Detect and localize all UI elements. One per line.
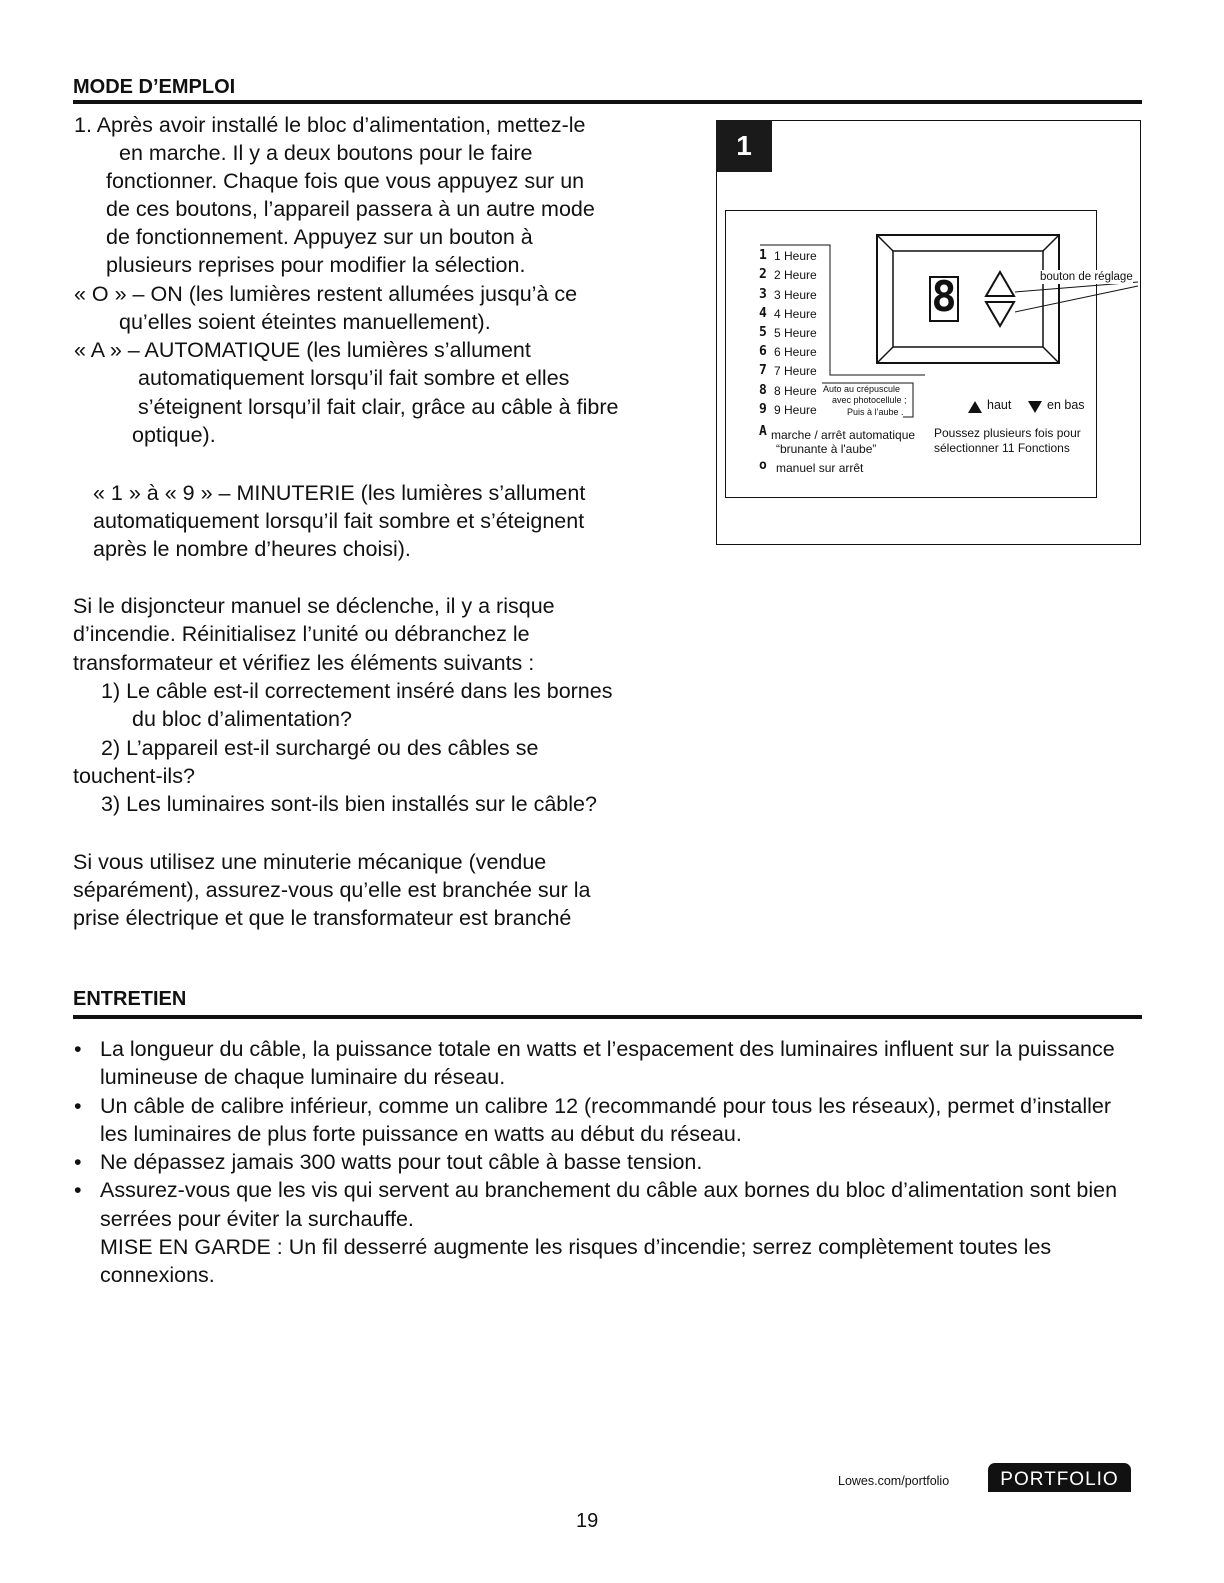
text-line: en marche. Il y a deux boutons pour le faire: [119, 141, 533, 165]
text-line: après le nombre d’heures choisi).: [93, 537, 411, 561]
list-item: • Assurez-vous que les vis qui servent au branchement du câble aux bornes du bloc d’alimentation sont bien serrées pour éviter la surchauffe. MISE EN GARDE : Un fil desserré augmente les risques d’incendie; serrez complètement toutes les connexions.: [74, 1176, 1144, 1289]
text-line: prise électrique et que le transformateur est branché: [73, 906, 572, 930]
manual-mode-label: manuel sur arrêt: [776, 461, 864, 475]
segment-glyph: 3: [759, 287, 767, 302]
text-line: 1. Après avoir installé le bloc d’alimentation, mettez-le: [74, 113, 586, 137]
heading-rule: [73, 100, 1142, 104]
down-legend-label: en bas: [1047, 398, 1085, 412]
up-arrow-icon: [986, 272, 1014, 296]
list-item: • Ne dépassez jamais 300 watts pour tout câble à basse tension.: [74, 1150, 703, 1175]
text-line: plusieurs reprises pour modifier la sélection.: [106, 253, 526, 277]
down-triangle-icon: [1028, 401, 1042, 413]
list-item: • Un câble de calibre inférieur, comme un calibre 12 (recommandé pour tous les réseaux), permet d’installer les luminaires de plus forte puissance en watts au début du réseau.: [74, 1093, 1111, 1146]
hour-label: 1 Heure: [774, 249, 817, 263]
page-number: 19: [576, 1510, 599, 1532]
hour-label: 6 Heure: [774, 345, 817, 359]
seven-segment-display: [929, 272, 959, 322]
display-digit: 8: [931, 272, 957, 321]
text-line: transformateur et vérifiez les éléments suivants :: [73, 651, 535, 675]
text-line: 2) L’appareil est-il surchargé ou des câbles se: [101, 736, 539, 760]
segment-glyph: 8: [759, 383, 767, 398]
text-line: Si le disjoncteur manuel se déclenche, il y a risque: [73, 594, 555, 618]
entretien-list: [74, 1035, 1144, 1290]
press-instruction: Poussez plusieurs fois pour: [934, 426, 1081, 440]
text-line: qu’elles soient éteintes manuellement).: [119, 310, 491, 334]
up-triangle-icon: [968, 401, 982, 413]
warning-note: MISE EN GARDE : Un fil desserré augmente les risques d’incendie; serrez complètement toutes les connexions.: [100, 1235, 1052, 1288]
text-line: séparément), assurez-vous qu’elle est branchée sur la: [73, 878, 591, 902]
segment-glyph: 5: [759, 325, 767, 340]
hour-label: 9 Heure: [774, 403, 817, 417]
text-line: « A » – AUTOMATIQUE (les lumières s’allument: [74, 338, 531, 362]
portfolio-logo: PORTFOLIO: [988, 1463, 1131, 1492]
up-legend-label: haut: [987, 398, 1012, 412]
segment-glyph: o: [759, 458, 767, 473]
text-line: du bloc d’alimentation?: [132, 707, 352, 731]
text-line: fonctionner. Chaque fois que vous appuyez sur un: [106, 169, 585, 193]
list-item: • La longueur du câble, la puissance totale en watts et l’espacement des luminaires influent sur la puissance lumineuse de chaque luminaire du réseau.: [74, 1037, 1115, 1090]
text-line: de ces boutons, l’appareil passera à un autre mode: [106, 197, 595, 221]
auto-mode-sublabel: “brunante à l'aube”: [776, 442, 877, 456]
dusk-note-line: Puis à l’aube .: [847, 407, 904, 417]
text-line: 1) Le câble est-il correctement inséré dans les bornes: [101, 679, 613, 703]
dusk-note-line: Auto au crépuscule: [823, 384, 901, 394]
text-line: d’incendie. Réinitialisez l’unité ou débranchez le: [73, 622, 530, 646]
segment-glyph: A: [759, 424, 767, 439]
segment-glyph: 6: [759, 344, 767, 359]
text-line: automatiquement lorsqu’il fait sombre et s’éteignent: [93, 509, 585, 533]
segment-glyph: 2: [759, 267, 767, 282]
text-line: s’éteignent lorsqu’il fait clair, grâce au câble à fibre: [138, 395, 619, 419]
footer-url: Lowes.com/portfolio: [838, 1474, 950, 1488]
hour-label: 5 Heure: [774, 326, 817, 340]
adjust-buttons: [984, 270, 1016, 330]
section-heading-entretien: ENTRETIEN: [73, 988, 187, 1010]
section-heading-mode-emploi: MODE D’EMPLOI: [73, 76, 236, 98]
hour-label: 8 Heure: [774, 384, 817, 398]
dusk-note-line: avec photocellule ;: [832, 395, 907, 405]
auto-mode-label: marche / arrêt automatique: [771, 428, 916, 442]
press-instruction: sélectionner 11 Fonctions: [934, 441, 1070, 455]
figure-number-badge: 1: [716, 120, 772, 172]
hour-label: 7 Heure: [774, 364, 817, 378]
segment-glyph: 9: [759, 402, 767, 417]
text-line: de fonctionnement. Appuyez sur un bouton à: [106, 225, 533, 249]
text-line: touchent-ils?: [73, 764, 195, 788]
text-line: « 1 » à « 9 » – MINUTERIE (les lumières s’allument: [93, 481, 586, 505]
segment-glyph: 7: [759, 363, 767, 378]
heading-rule: [73, 1015, 1142, 1019]
text-line: optique).: [132, 423, 216, 447]
segment-glyph: 4: [759, 306, 767, 321]
down-arrow-icon: [986, 302, 1014, 326]
text-line: Si vous utilisez une minuterie mécanique (vendue: [73, 850, 547, 874]
text-line: automatiquement lorsqu’il fait sombre et elles: [138, 366, 570, 390]
adjust-button-label: bouton de réglage: [1040, 271, 1133, 283]
text-line: 3) Les luminaires sont-ils bien installés sur le câble?: [101, 792, 597, 816]
hour-label: 3 Heure: [774, 288, 817, 302]
segment-glyph: 1: [759, 248, 767, 263]
hour-label: 2 Heure: [774, 268, 817, 282]
text-line: « O » – ON (les lumières restent allumées jusqu’à ce: [74, 282, 578, 306]
hour-label: 4 Heure: [774, 307, 817, 321]
